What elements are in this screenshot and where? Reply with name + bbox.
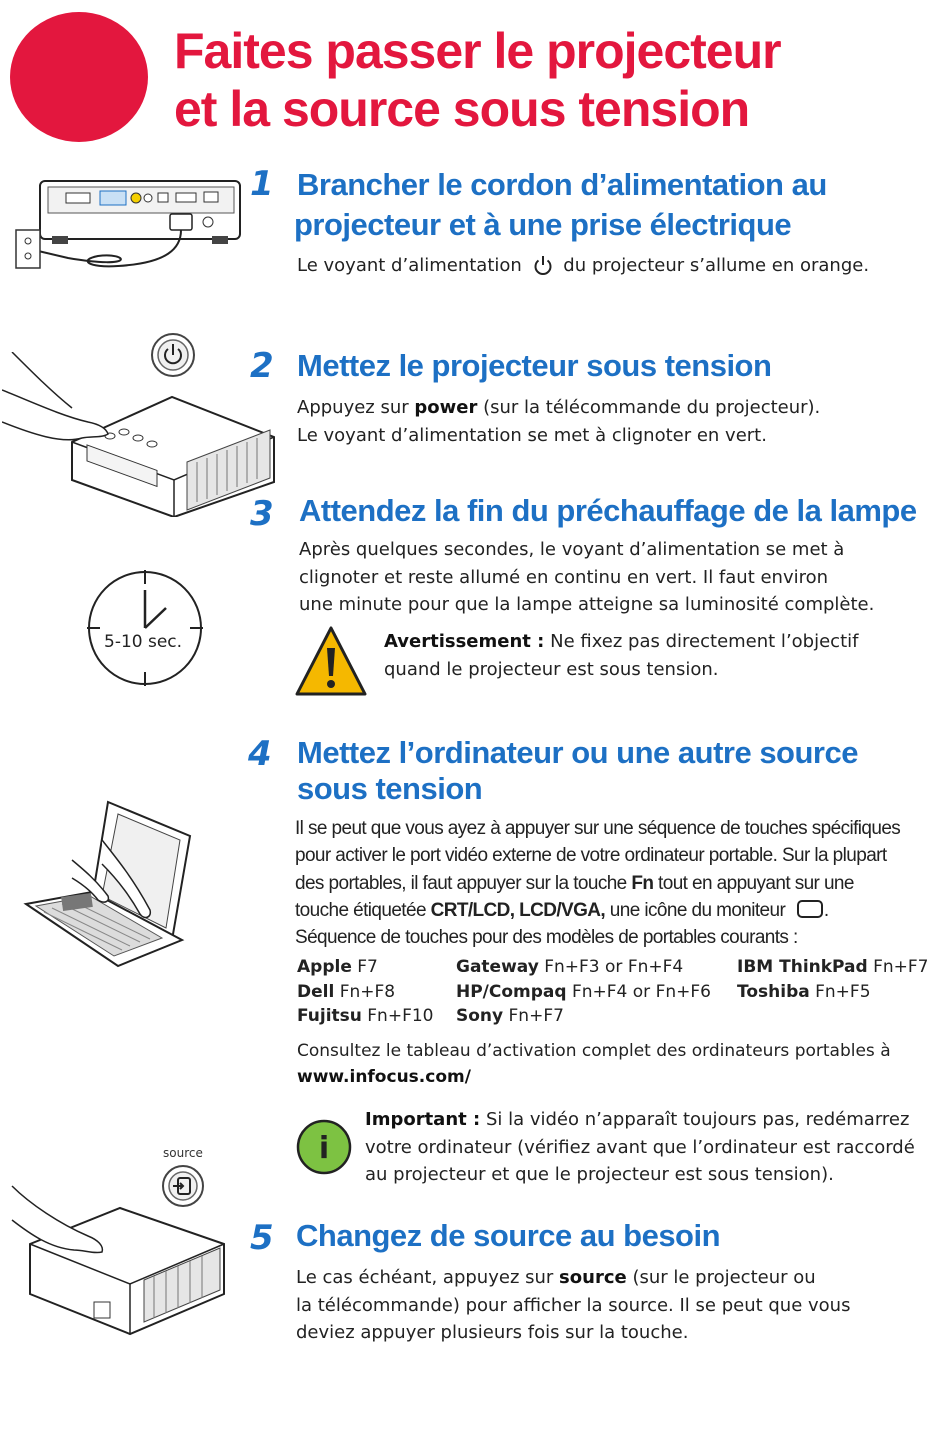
- step-3-title: Attendez la fin du préchauffage de la lampe: [299, 493, 917, 528]
- step-4-title-line-2: sous tension: [297, 771, 483, 806]
- hand-pressing-source-illustration: [10, 1184, 230, 1344]
- info-icon: [295, 1118, 353, 1176]
- step-3-text: Après quelques secondes, le voyant d’alimentation se met à clignoter et reste allumé en continu en vert. Il faut environ une minute pour que la lampe atteigne sa luminosité complète.: [299, 539, 875, 615]
- key-row: Toshiba Fn+F5: [737, 981, 871, 1002]
- step-5-text: Le cas échéant, appuyez sur source (sur le projecteur ou la télécommande) pour afficher la source. Il se peut que vous deviez appuyer plusieurs fois sur la touche.: [296, 1267, 851, 1343]
- warning-text: Avertissement : Ne fixez pas directement l’objectif quand le projecteur est sous tension.: [384, 631, 859, 680]
- title-red-dot: [10, 12, 148, 142]
- key-row: Sony Fn+F7: [456, 1006, 564, 1026]
- warning-icon: [294, 624, 368, 698]
- source-keyword: source: [559, 1267, 627, 1288]
- clock-label: 5-10 sec.: [104, 632, 183, 652]
- key-row: Fujitsu Fn+F10: [297, 1006, 434, 1026]
- step-3-number: 3: [250, 494, 274, 534]
- step-2-text: Appuyez sur power (sur la télécommande du projecteur). Le voyant d’alimentation se met à clignoter en vert.: [297, 397, 821, 446]
- warning-label: Avertissement :: [384, 631, 545, 652]
- step-4-paragraph: Il se peut que vous ayez à appuyer sur une séquence de touches spécifiques pour activer le port vidéo externe de votre ordinateur portable. Sur la plupart des portables, il faut appuyer sur la touche Fn tout en appuyant sur une touche étiquetée CRT/LCD, LCD/VGA, une icône du moniteur . Séquence de touches pour des modèles de portables courants :: [295, 818, 901, 949]
- keys-column-3: [737, 955, 937, 1004]
- step-1-title-line-1: Brancher le cordon d’alimentation au: [297, 167, 827, 202]
- key-row: HP/Compaq Fn+F4 or Fn+F6: [456, 981, 711, 1002]
- infocus-url-link[interactable]: www.infocus.com/: [297, 1067, 471, 1087]
- title-line-2: et la source sous tension: [174, 81, 750, 137]
- laptop-keyboard-illustration: [22, 800, 192, 970]
- svg-text:i: i: [318, 1131, 330, 1166]
- step-1-text: Le voyant d’alimentation du projecteur s’allume en orange.: [297, 255, 870, 276]
- step-1-title-line-2: projecteur et à une prise électrique: [294, 207, 792, 242]
- power-keyword: power: [414, 397, 478, 418]
- key-row: Apple F7: [297, 957, 378, 977]
- clock-timer-illustration: [82, 568, 212, 688]
- keys-column-2: [456, 955, 726, 1029]
- important-label: Important :: [365, 1109, 481, 1130]
- hand-pressing-projector-illustration: [2, 352, 282, 517]
- source-button-label: source: [163, 1146, 203, 1160]
- step-4-number: 4: [248, 734, 272, 774]
- step-5-number: 5: [250, 1218, 274, 1258]
- monitor-icon: [796, 899, 824, 919]
- step-2-number: 2: [250, 346, 274, 386]
- step-1-number: 1: [250, 164, 274, 204]
- step-2-title: Mettez le projecteur sous tension: [297, 348, 772, 383]
- title-line-1: Faites passer le projecteur: [174, 23, 781, 79]
- key-row: Dell Fn+F8: [297, 981, 396, 1002]
- power-icon: [532, 254, 554, 276]
- important-note: Important : Si la vidéo n’apparaît toujours pas, redémarrez votre ordinateur (vérifiez avant que l’ordinateur est raccordé au projecteur et que le projecteur est sous tension).: [365, 1109, 915, 1185]
- crt-lcd-key-label: CRT/LCD, LCD/VGA,: [430, 899, 606, 921]
- projector-rear-power-illustration: [8, 178, 248, 278]
- key-row: Gateway Fn+F3 or Fn+F4: [456, 957, 684, 977]
- step-4-title-line-1: Mettez l’ordinateur ou une autre source: [297, 735, 858, 770]
- key-row: IBM ThinkPad Fn+F7: [737, 957, 929, 977]
- page-title: [174, 22, 934, 138]
- fn-key-label: Fn: [631, 872, 654, 894]
- consult-text: Consultez le tableau d’activation complet des ordinateurs portables à www.infocus.com/: [297, 1041, 891, 1087]
- step-5-title: Changez de source au besoin: [296, 1218, 721, 1253]
